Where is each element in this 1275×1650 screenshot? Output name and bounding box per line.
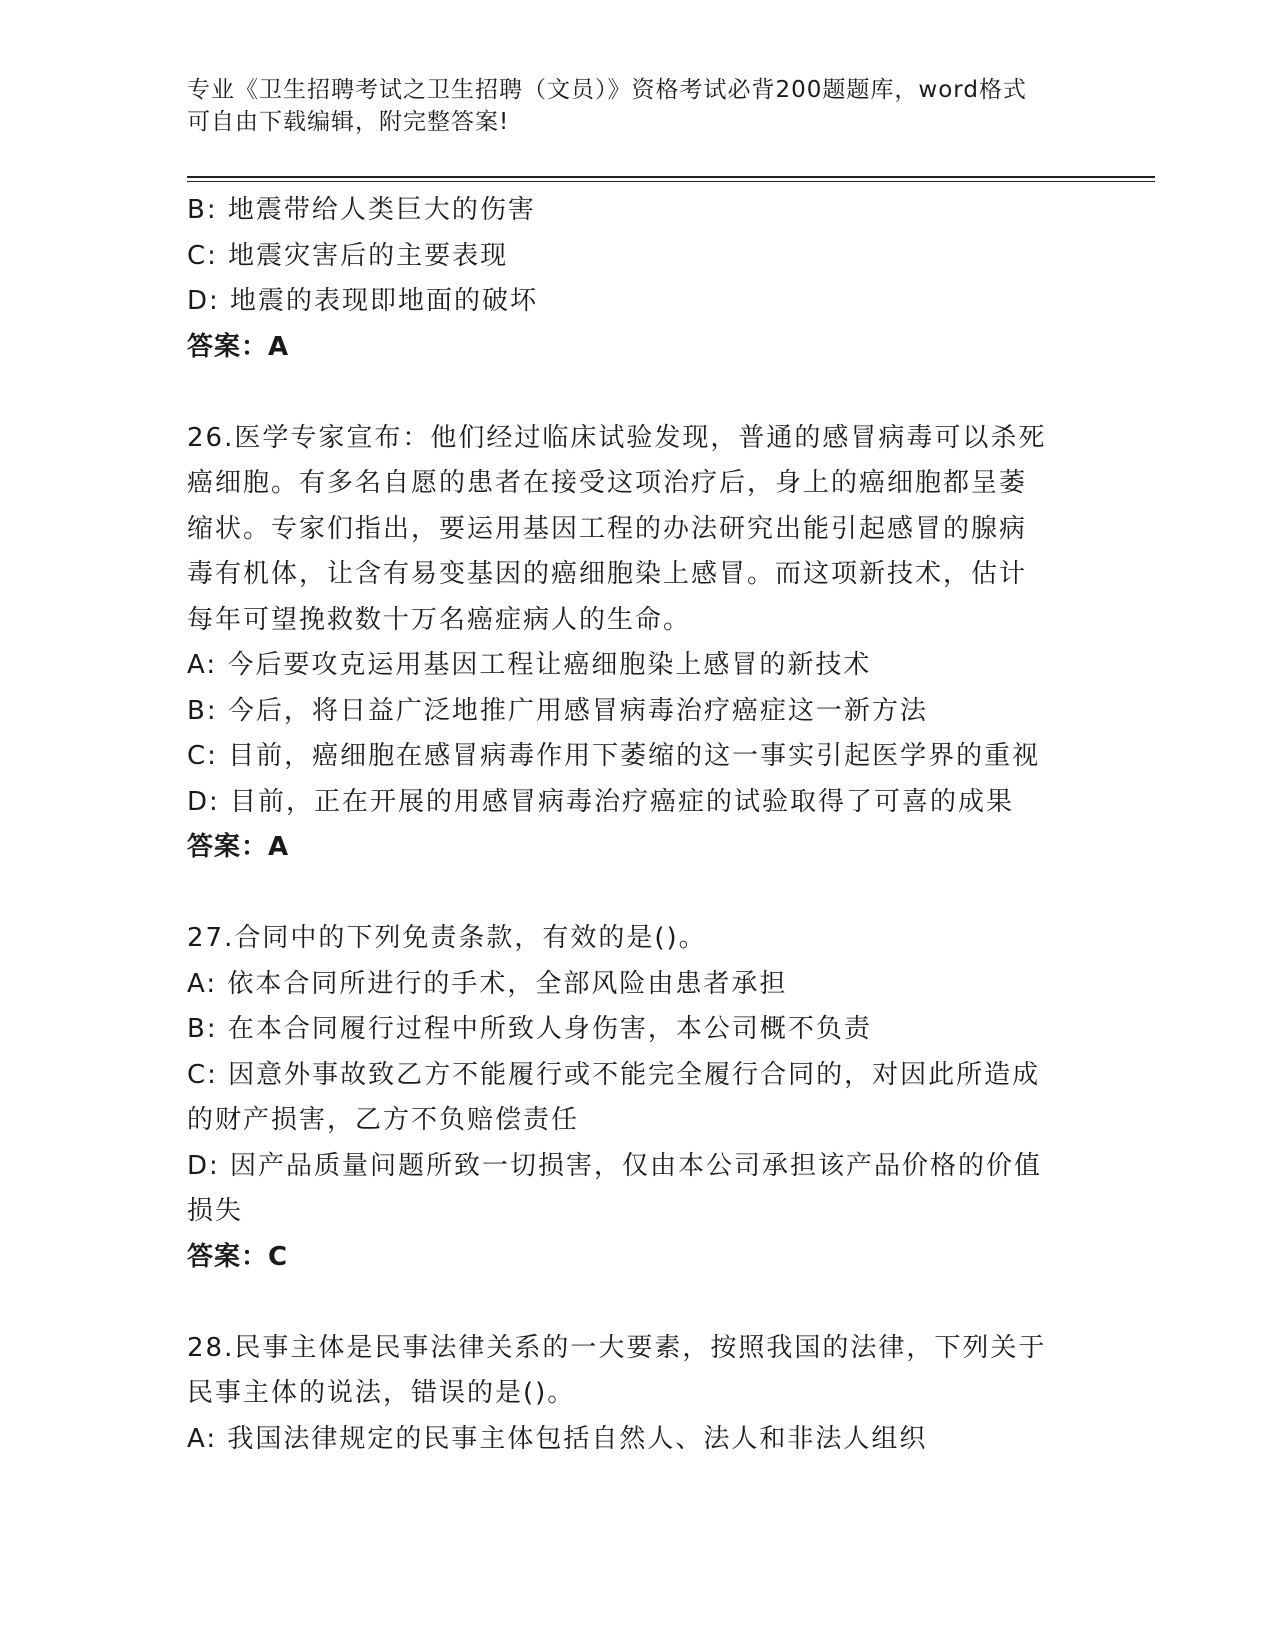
document-header: [187, 74, 1067, 138]
option-c: C: 地震灾害后的主要表现: [187, 240, 509, 271]
option-c: C: 目前，癌细胞在感冒病毒作用下萎缩的这一事实引起医学界的重视: [187, 741, 1041, 771]
question-stem-line: 癌细胞。有多名自愿的患者在接受这项治疗后，身上的癌细胞都呈萎: [187, 468, 1028, 498]
question-stem-line: 毒有机体，让含有易变基因的癌细胞染上感冒。而这项新技术，估计: [187, 559, 1028, 589]
question-28: [187, 1326, 1077, 1463]
option-d-continued: 损失: [187, 1196, 244, 1226]
option-b: B: 在本合同履行过程中所致人身伤害，本公司概不负责: [187, 1014, 872, 1044]
option-a: A: 今后要攻克运用基因工程让癌细胞染上感冒的新技术: [187, 650, 872, 680]
option-d: D: 因产品质量问题所致一切损害，仅由本公司承担该产品价格的价值: [187, 1150, 1043, 1181]
option-b: B: 地震带给人类巨大的伤害: [187, 195, 536, 225]
option-c: C: 因意外事故致乙方不能履行或不能完全履行合同的，对因此所造成: [187, 1059, 1041, 1090]
question-25-continuation: [187, 188, 1077, 370]
question-stem-line: 27.合同中的下列免责条款，有效的是()。: [187, 923, 707, 953]
header-divider-thin: [187, 181, 1155, 182]
question-stem-line: 缩状。专家们指出，要运用基因工程的办法研究出能引起感冒的腺病: [187, 513, 1028, 544]
spacer: [187, 370, 1077, 416]
answer-line: 答案：A: [187, 331, 290, 362]
spacer: [187, 871, 1077, 917]
option-a: A: 依本合同所进行的手术，全部风险由患者承担: [187, 968, 788, 999]
option-b: B: 今后，将日益广泛地推广用感冒病毒治疗癌症这一新方法: [187, 695, 928, 726]
answer-line: 答案：C: [187, 1241, 289, 1272]
header-title-line-1: 专业《卫生招聘考试之卫生招聘（文员）》资格考试必背200题题库，word格式: [187, 77, 1027, 103]
question-stem-line: 26.医学专家宣布：他们经过临床试验发现，普通的感冒病毒可以杀死: [187, 422, 1047, 453]
question-stem-line: 28.民事主体是民事法律关系的一大要素，按照我国的法律，下列关于: [187, 1332, 1047, 1363]
option-c-continued: 的财产损害，乙方不负赔偿责任: [187, 1105, 580, 1135]
question-26: [187, 416, 1077, 871]
document-body: [187, 188, 1077, 1462]
option-d: D: 地震的表现即地面的破坏: [187, 286, 539, 316]
header-title-line-2: 可自由下载编辑，附完整答案!: [187, 109, 510, 135]
option-d: D: 目前，正在开展的用感冒病毒治疗癌症的试验取得了可喜的成果: [187, 786, 1015, 817]
question-27: [187, 916, 1077, 1280]
header-divider-thick: [187, 176, 1155, 178]
question-stem-line: 民事主体的说法，错误的是()。: [187, 1378, 576, 1408]
option-a: A: 我国法律规定的民事主体包括自然人、法人和非法人组织: [187, 1423, 928, 1454]
spacer: [187, 1280, 1077, 1326]
answer-line: 答案：A: [187, 832, 290, 862]
question-stem-line: 每年可望挽救数十万名癌症病人的生命。: [187, 604, 692, 635]
